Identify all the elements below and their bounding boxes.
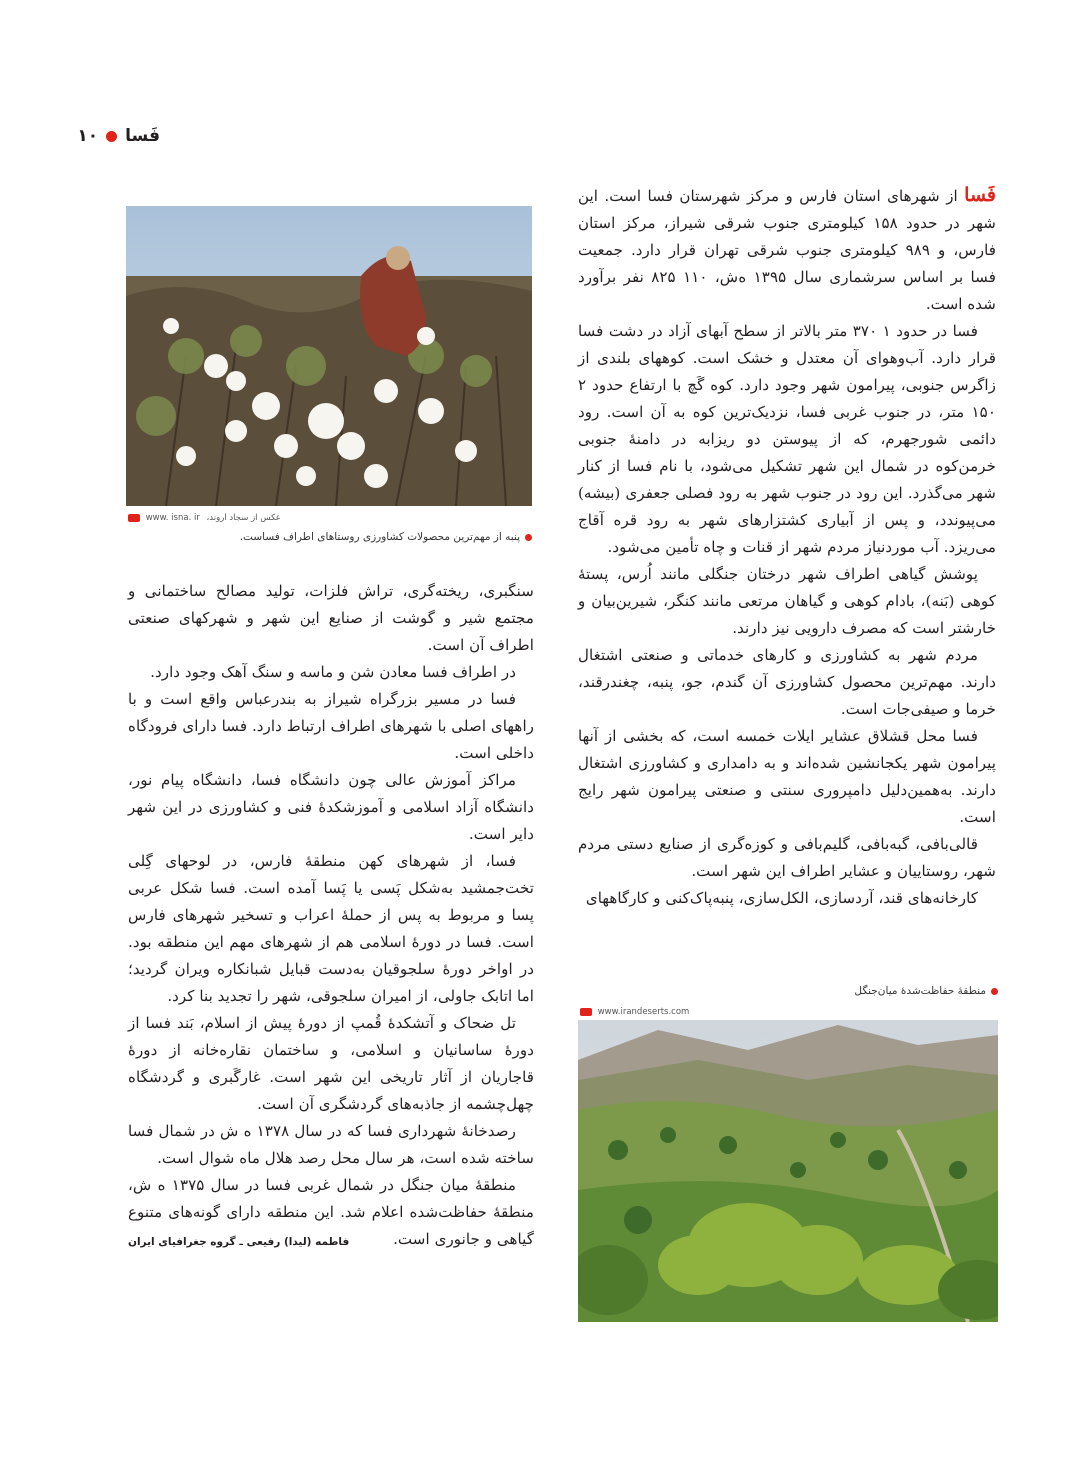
paragraph: پوشش گیاهی اطراف شهر درختان جنگلی مانند اُرس، پستهٔ کوهی (بَنه)، بادام کوهی و گیاهان مرتعی مانند کنگر، شیرین‌بیان و خارشتر است که مصرف دارویی نیز دارند. xyxy=(578,565,996,637)
paragraph: رصدخانهٔ شهرداری فسا که در سال ۱۳۷۸ ه ش در شمال فسا ساخته شده است، هر سال محل رصد هلال ماه شوال است. xyxy=(128,1122,534,1167)
page-title: فَسا xyxy=(125,126,160,146)
right-column xyxy=(578,182,996,912)
paragraph: تل ضحاک و آتشکدهٔ قُمپ از دورهٔ پیش از اسلام، بَند فسا از دورهٔ ساسانیان و اسلامی، و ساختمان نقاره‌خانه از دورهٔ قاجاریان از آثار تاریخی این شهر است. غارگَبری و گردشگاه چهل‌چشمه از جاذبه‌های گردشگری آن است. xyxy=(128,1014,534,1113)
caption-bullet-icon xyxy=(991,988,998,995)
caption-bullet-icon xyxy=(525,534,532,541)
paragraph: مراکز آموزش عالی چون دانشگاه فسا، دانشگاه پیام نور، دانشگاه آزاد اسلامی و آموزشکدهٔ فنی و کشاورزی در این شهر دایر است. xyxy=(128,771,534,843)
photo-credit-bottom: www.irandeserts.com xyxy=(580,1007,689,1017)
paragraph: مردم شهر به کشاورزی و کارهای خدماتی و صنعتی اشتغال دارند. مهم‌ترین محصول کشاورزی آن گندم، جو، پنبه، چغندرقند، خرما و صیفی‌جات است. xyxy=(578,646,996,718)
paragraph: قالی‌بافی، گبه‌بافی، گلیم‌بافی و کوزه‌گری از صنایع دستی مردم شهر، روستاییان و عشایر اطراف این شهر است. xyxy=(578,835,996,880)
magazine-logo-icon xyxy=(128,514,140,522)
paragraph: فسا، از شهرهای کهن منطقهٔ فارس، در لوحهای گِلی تخت‌جمشید به‌شکل پَسی یا پَسا آمده است. فسا شکل عربی پسا و مربوط به پس از حملهٔ اعراب و تسخیر شهرهای فارس است. فسا در دورهٔ اسلامی هم از شهرهای مهم این منطقه بود. در اواخر دورهٔ سلجوقیان به‌دست قبایل شبانکاره ویران گردید؛ اما اتابک جاولی، از امیران سلجوقی، شهر را تجدید بنا کرد. xyxy=(128,852,534,1005)
page-number: ۱۰ xyxy=(77,126,99,146)
caption-cotton: پنبه از مهم‌ترین محصولات کشاورزی روستاهای اطراف فساست. xyxy=(240,531,532,543)
caption-protected-area: منطقهٔ حفاظت‌شدهٔ میان‌جنگل xyxy=(854,985,998,997)
cotton-field-image xyxy=(126,206,532,506)
lead-word: فَسا xyxy=(964,184,996,206)
paragraph: فَسا از شهرهای استان فارس و مرکز شهرستان فسا است. این شهر در حدود ۱۵۸ کیلومتری جنوب شرقی شیراز، مرکز استان فارس، و ۹۸۹ کیلومتری جنوب شرقی تهران قرار دارد. جمعیت فسا بر اساس سرشماری سال ۱۳۹۵ ه‌ش، ۱۱۰ ۸۲۵ نفر برآورد شده است. xyxy=(578,184,996,313)
author-credit: فاطمه (لیدا) رفیعی ـ گروه جغرافیای ایران xyxy=(128,1236,350,1248)
paragraph: فسا در مسیر بزرگراه شیراز به بندرعباس واقع است و با راههای اصلی با شهرهای اطراف ارتباط دارد. فسا دارای فرودگاه داخلی است. xyxy=(128,690,534,762)
paragraph: سنگبری، ریخته‌گری، تراش فلزات، تولید مصالح ساختمانی و مجتمع شیر و گوشت از صنایع این شهر و شهرکهای صنعتی اطراف آن است. xyxy=(128,582,534,654)
protected-area-photo xyxy=(578,1020,998,1322)
paragraph: فسا محل قشلاق عشایر ایلات خمسه است، که بخشی از آنها پیرامون شهر یکجانشین شده‌اند و به دامداری و کشاورزی اشتغال دارند. به‌همین‌دلیل دامپروری سنتی و صنعتی پیرامون شهر رایج است. xyxy=(578,727,996,826)
paragraph: منطقهٔ میان جنگل در شمال غربی فسا در سال ۱۳۷۵ ه ش، منطقهٔ حفاظت‌شده اعلام شد. این منطقه دارای گونه‌های متنوع گیاهی و جانوری است. xyxy=(128,1176,534,1248)
paragraph: کارخانه‌های قند، آردسازی، الکل‌سازی، پنبه‌پاک‌کنی و کارگاههای xyxy=(585,889,978,907)
forest-landscape-image xyxy=(578,1020,998,1322)
paragraph: فسا در حدود ۱ ۳۷۰ متر بالاتر از سطح آبهای آزاد در دشت فسا قرار دارد. آب‌وهوای آن معتدل و خشک است. کوههای بلندی از زاگرس جنوبی، پیرامون شهر وجود دارد. کوه گَچ با ارتفاع حدود ۲ ۱۵۰ متر، در جنوب غربی فسا، نزدیک‌ترین کوه به آن است. رود دائمی شورجهرم، که از پیوستن دو ریزابه در دامنهٔ جنوبی خرمن‌کوه در شمال این شهر تشکیل می‌شود، با نام فسا از کنار شهر می‌گذرد. این رود در جنوب شهر به رود فصلی جعفری (بیشه) می‌پیوندد، و پس از آبیاری کشتزارهای شهر به رود قره آقاج می‌ریزد. آب موردنیاز مردم شهر از قنات و چاه تأمین می‌شود. xyxy=(578,322,996,556)
page-header xyxy=(77,126,160,146)
photo-credit-top: www. isna. ir عکس از سجاد اروند، xyxy=(128,513,281,523)
left-column xyxy=(128,578,534,1256)
paragraph: در اطراف فسا معادن شن و ماسه و سنگ آهک وجود دارد. xyxy=(150,663,516,681)
red-dot-icon xyxy=(106,131,117,142)
cotton-photo xyxy=(126,206,532,506)
magazine-logo-icon xyxy=(580,1008,592,1016)
